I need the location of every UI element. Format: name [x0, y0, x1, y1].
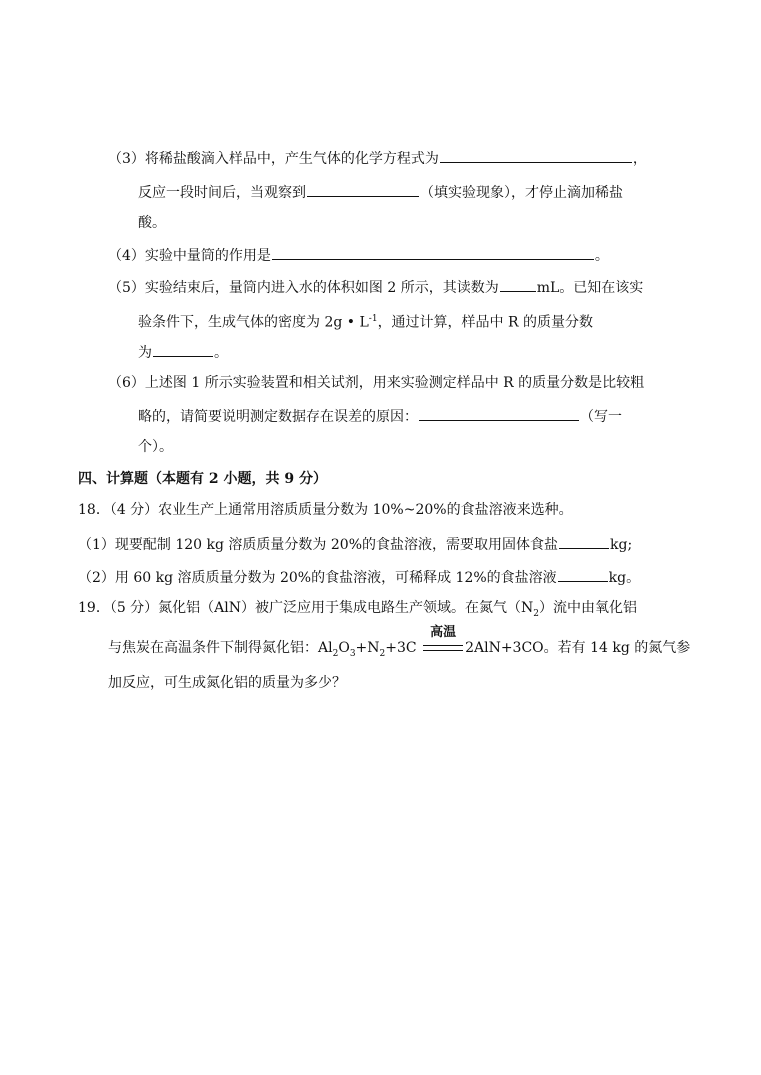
q6-line2: 略的，请简要说明测定数据存在误差的原因： （写一 — [138, 405, 622, 427]
q6-line1: （6）上述图 1 所示实验装置和相关试剂，用来实验测定样品中 R 的质量分数是比较粗 — [108, 375, 645, 391]
q5-fraction-blank[interactable] — [153, 341, 213, 357]
q5-line3: 为 。 — [138, 341, 228, 363]
q18-diluted-mass-blank[interactable] — [558, 566, 608, 582]
q18-salt-mass-blank[interactable] — [559, 533, 609, 549]
q3-equation-blank[interactable] — [440, 147, 632, 163]
q3-phenomenon-blank[interactable] — [307, 181, 419, 197]
q3-line2: 反应一段时间后，当观察到 （填实验现象），才停止滴加稀盐 — [138, 181, 623, 203]
reaction-condition: 高温 — [423, 638, 463, 658]
section-title: 四、计算题（本题有 2 小题，共 9 分） — [78, 471, 327, 487]
q3-line3: 酸。 — [138, 215, 166, 231]
q18-part2: （2）用 60 kg 溶质质量分数为 20%的食盐溶液，可稀释成 12%的食盐溶液 kg。 — [78, 566, 640, 588]
q5-reading-blank[interactable] — [500, 276, 536, 292]
q19-line3: 加反应，可生成氮化铝的质量为多少？ — [108, 675, 346, 691]
q6-line3: 个）。 — [138, 439, 173, 455]
q5-line1: （5）实验结束后，量筒内进入水的体积如图 2 所示，其读数为 mL。已知在该实 — [108, 276, 643, 298]
q18-stem: 18．（4 分）农业生产上通常用溶质质量分数为 10%~20%的食盐溶液来选种。 — [78, 502, 573, 518]
equals-sign — [423, 645, 463, 651]
q4-blank[interactable] — [272, 244, 594, 260]
q4-line: （4）实验中量筒的作用是 。 — [108, 244, 609, 266]
q5-line2: 验条件下，生成气体的密度为 2g • $L^{-1}$，通过计算，样品中 R 的质量分数 — [138, 314, 594, 331]
q19-line2: 与焦炭在高温条件下制得氮化铝：$Al_2O_3+N_2+3C$ 高温 2AlN+3CO。若有 14 kg 的氮气参 — [108, 625, 691, 659]
q3-line1: （3）将稀盐酸滴入样品中，产生气体的化学方程式为 ， — [108, 147, 647, 169]
q19-line1: 19．（5 分）氮化铝（AlN）被广泛应用于集成电路生产领域。在氮气$(N_2)$流中由氧化铝 — [78, 600, 637, 619]
q18-part1: （1）现要配制 120 kg 溶质质量分数为 20%的食盐溶液，需要取用固体食盐 kg; — [78, 533, 632, 555]
q6-reason-blank[interactable] — [419, 405, 579, 421]
